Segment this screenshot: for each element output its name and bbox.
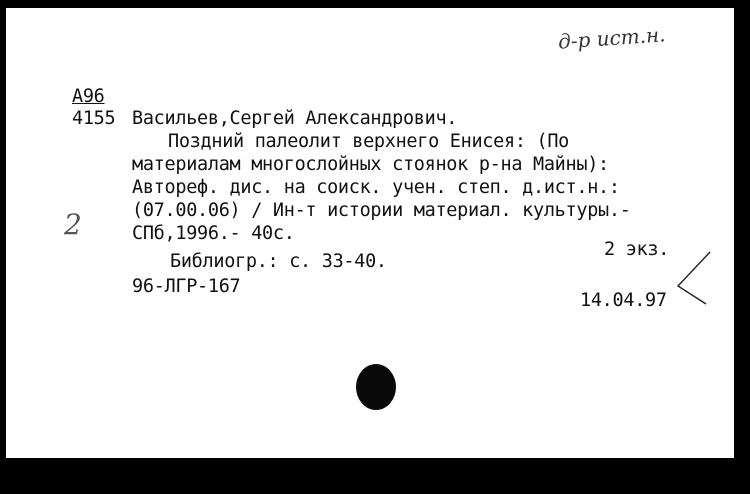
copies-count: 2 экз. bbox=[604, 239, 670, 260]
record-id: 96-ЛГР-167 bbox=[132, 276, 241, 297]
punch-hole bbox=[356, 364, 396, 410]
catalog-card bbox=[6, 8, 734, 458]
bibliography-note: Библиогр.: с. 33-40. bbox=[170, 251, 387, 272]
author-heading: Васильев,Сергей Александрович. bbox=[132, 108, 458, 129]
title-line-4: (07.00.06) / Ин-т истории материал. культуры.- bbox=[132, 200, 631, 221]
title-line-2: материалам многослойных стоянок р-на Майны): bbox=[132, 154, 609, 175]
pen-stroke-mark bbox=[670, 248, 720, 318]
handwritten-corner-note: д-р ист.н. bbox=[557, 22, 667, 54]
title-line-5: СПб,1996.- 40с. bbox=[132, 223, 295, 244]
card-number: 4155 bbox=[72, 108, 116, 129]
title-line-1: Поздний палеолит верхнего Енисея: (По bbox=[168, 131, 570, 152]
handwritten-margin-mark: 2 bbox=[64, 208, 82, 241]
card-date: 14.04.97 bbox=[580, 290, 667, 311]
title-line-3: Автореф. дис. на соиск. учен. степ. д.ист.н.: bbox=[132, 177, 620, 198]
shelfmark: А96 bbox=[72, 86, 105, 107]
